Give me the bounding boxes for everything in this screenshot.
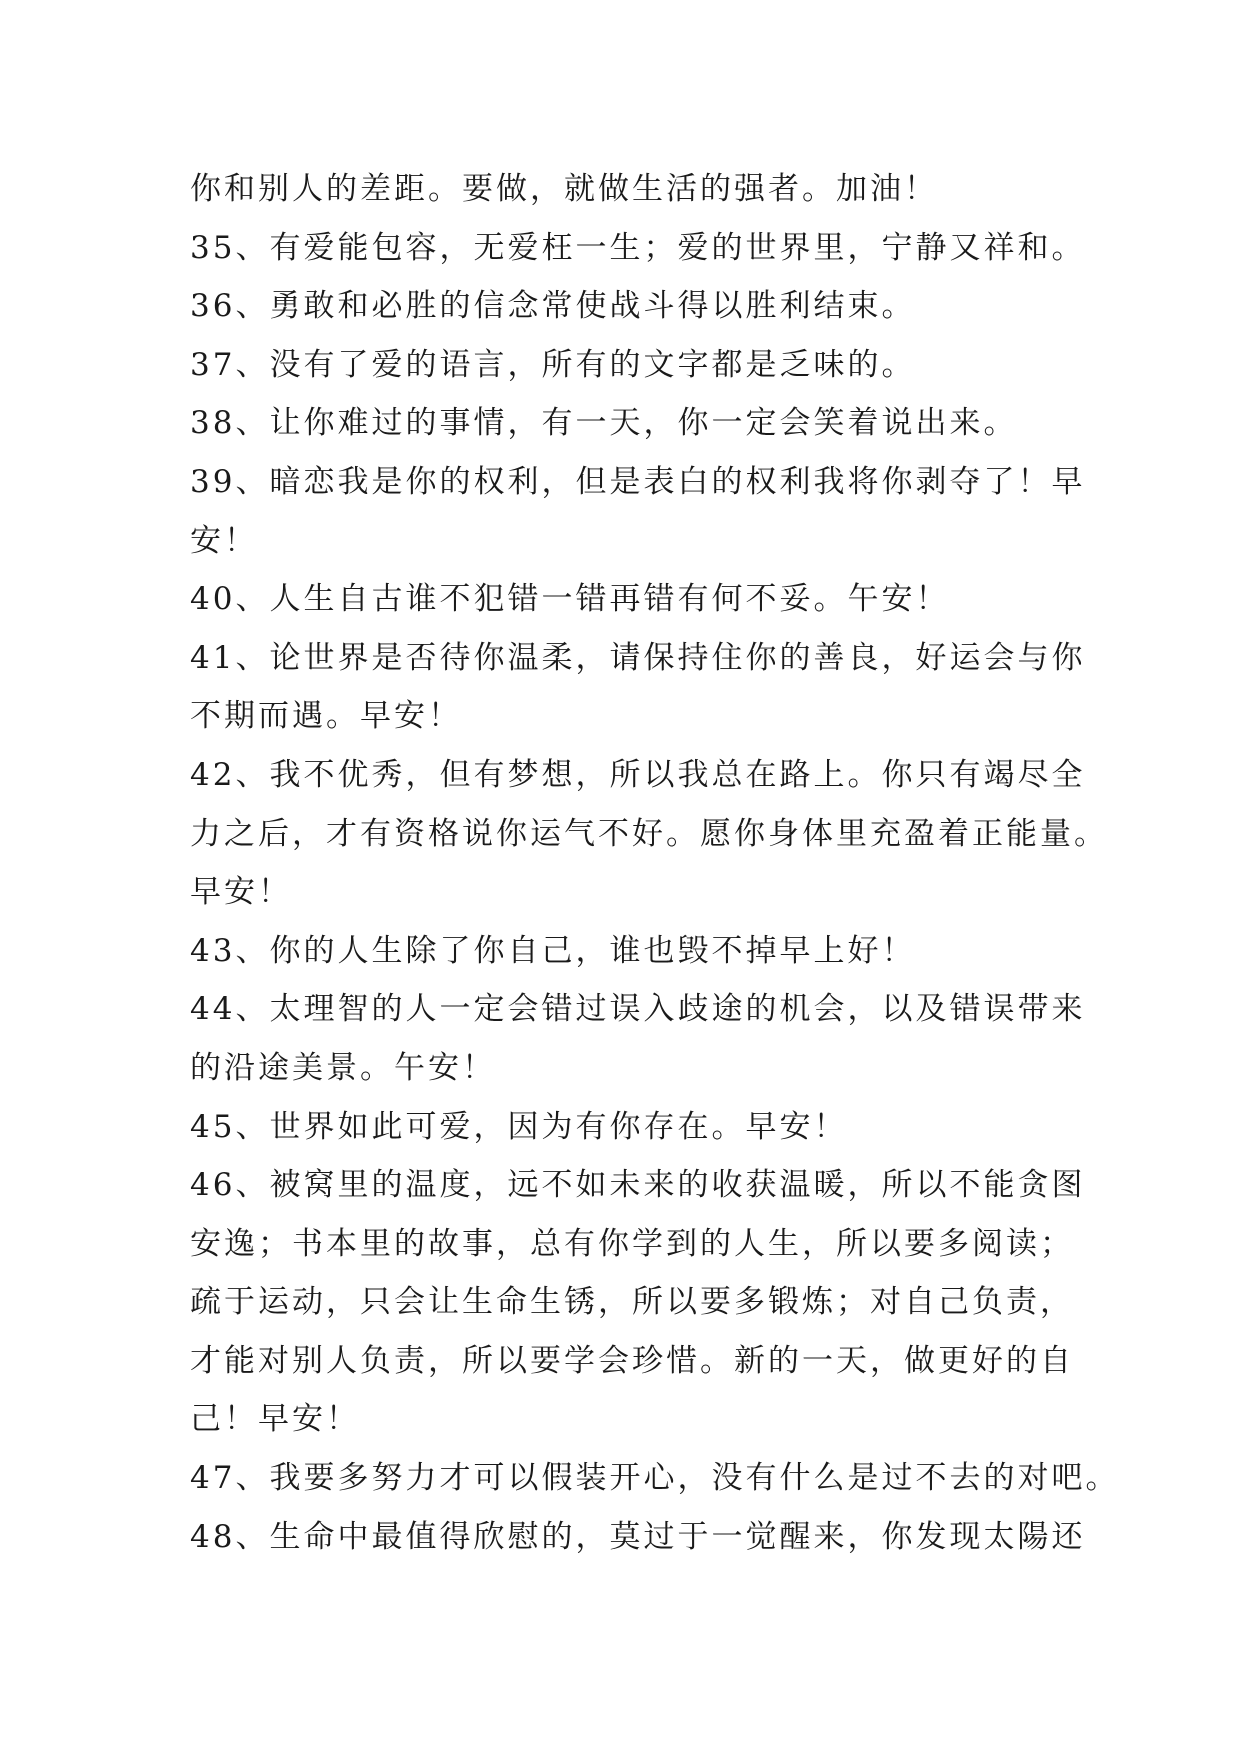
text-line: 才能对别人负责，所以要学会珍惜。新的一天，做更好的自 (190, 1342, 1074, 1379)
text-line: 40、人生自古谁不犯错一错再错有何不妥。午安！ (190, 581, 950, 618)
text-line: 安逸；书本里的故事，总有你学到的人生，所以要多阅读； (190, 1225, 1074, 1262)
text-line: 己！早安！ (190, 1401, 360, 1438)
text-line: 力之后，才有资格说你运气不好。愿你身体里充盈着正能量。 (190, 815, 1108, 852)
text-line: 46、被窝里的温度，远不如未来的收获温暖，所以不能贪图 (190, 1167, 1086, 1204)
text-line: 早安！ (190, 874, 292, 911)
text-line: 37、没有了爱的语言，所有的文字都是乏味的。 (190, 346, 916, 383)
text-line: 44、太理智的人一定会错过误入歧途的机会，以及错误带来 (190, 991, 1086, 1028)
text-line: 35、有爱能包容，无爱枉一生；爱的世界里，宁静又祥和。 (190, 229, 1086, 266)
document-body (190, 160, 1120, 1566)
text-line: 36、勇敢和必胜的信念常使战斗得以胜利结束。 (190, 288, 916, 325)
text-line: 38、让你难过的事情，有一天，你一定会笑着说出来。 (190, 405, 1018, 442)
text-line: 47、我要多努力才可以假装开心，没有什么是过不去的对吧。 (190, 1460, 1120, 1497)
text-line: 39、暗恋我是你的权利，但是表白的权利我将你剥夺了！早 (190, 463, 1086, 500)
text-line: 不期而遇。早安！ (190, 698, 462, 735)
text-line: 43、你的人生除了你自己，谁也毁不掉早上好！ (190, 932, 916, 969)
text-line: 45、世界如此可爱，因为有你存在。早安！ (190, 1108, 848, 1145)
text-line: 48、生命中最值得欣慰的，莫过于一觉醒来，你发现太陽还 (190, 1518, 1086, 1555)
text-line: 你和别人的差距。要做，就做生活的强者。加油！ (190, 171, 938, 207)
text-line: 的沿途美景。午安！ (190, 1049, 496, 1086)
text-line: 42、我不优秀，但有梦想，所以我总在路上。你只有竭尽全 (190, 756, 1086, 793)
text-line: 41、论世界是否待你温柔，请保持住你的善良，好运会与你 (190, 639, 1086, 676)
text-line: 疏于运动，只会让生命生锈，所以要多锻炼；对自己负责， (190, 1284, 1074, 1321)
text-line: 安！ (190, 522, 258, 559)
